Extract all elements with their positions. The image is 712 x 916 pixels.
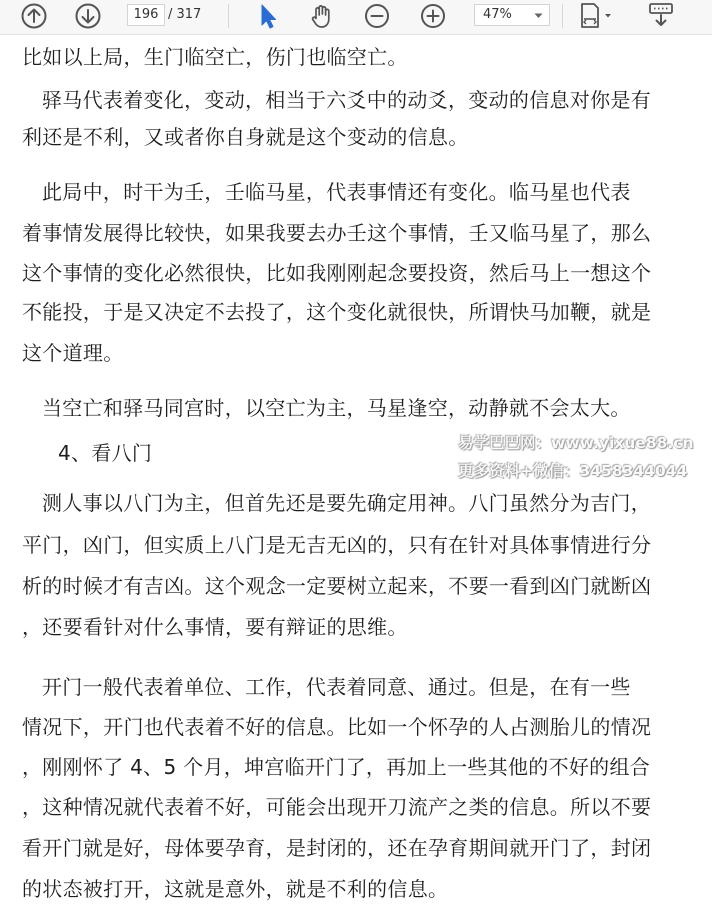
text-line: 利还是不利，又或者你自身就是这个变动的信息。 bbox=[22, 125, 469, 149]
hand-tool-button[interactable] bbox=[306, 1, 338, 31]
toolbar-divider bbox=[228, 4, 229, 28]
zoom-out-button[interactable] bbox=[361, 1, 393, 31]
text-line: 开门一般代表着单位、工作，代表着同意、通过。但是，在有一些 bbox=[42, 675, 631, 699]
zoom-select[interactable] bbox=[474, 4, 550, 26]
text-line: 不能投，于是又决定不去投了，这个变化就很快，所谓快马加鞭，就是 bbox=[22, 300, 652, 324]
text-line: 情况下，开门也代表着不好的信息。比如一个怀孕的人占测胎儿的情况 bbox=[22, 715, 652, 739]
next-page-button[interactable] bbox=[72, 1, 104, 31]
text-line: 看开门就是好，母体要孕育，是封闭的，还在孕育期间就开门了，封闭 bbox=[22, 836, 652, 860]
zoom-out-icon bbox=[363, 2, 391, 30]
arrow-down-circle-icon bbox=[74, 2, 102, 30]
hand-pan-icon bbox=[308, 2, 336, 30]
zoom-in-button[interactable] bbox=[417, 1, 449, 31]
toolbar-more-icon bbox=[646, 1, 676, 31]
total-pages-label: / 317 bbox=[168, 7, 202, 22]
watermark-line: 易学巴巴网：www.yixue88.cn bbox=[458, 434, 694, 452]
text-line: ，刚刚怀了 4、5 个月，坤宫临开门了，再加上一些其他的不好的组合 bbox=[22, 755, 651, 779]
zoom-value: 47% bbox=[483, 7, 512, 22]
text-line: 当空亡和驿马同宫时，以空亡为主，马星逢空，动静就不会太大。 bbox=[42, 396, 631, 420]
text-line: 平门，凶门，但实质上八门是无吉无凶的，只有在针对具体事情进行分 bbox=[22, 533, 652, 557]
fit-page-button[interactable] bbox=[576, 1, 616, 31]
toolbar-more-button[interactable] bbox=[644, 1, 678, 31]
prev-page-button[interactable] bbox=[18, 1, 50, 31]
text-line: 比如以上局，生门临空亡，伤门也临空亡。 bbox=[22, 45, 408, 69]
text-line: 测人事以八门为主，但首先还是要先确定用神。八门虽然分为吉门， bbox=[42, 491, 651, 515]
arrow-up-circle-icon bbox=[20, 2, 48, 30]
watermark-line: 更多资料+微信：3458344044 bbox=[458, 462, 688, 480]
select-arrow-icon bbox=[256, 2, 280, 30]
text-line: 这个道理。 bbox=[22, 341, 124, 365]
text-line: 析的时候才有吉凶。这个观念一定要树立起来，不要一看到凶门就断凶 bbox=[22, 574, 652, 598]
fit-page-icon bbox=[577, 1, 615, 31]
zoom-in-icon bbox=[419, 2, 447, 30]
text-line: 的状态被打开，这就是意外，就是不利的信息。 bbox=[22, 877, 449, 901]
toolbar-divider bbox=[562, 4, 563, 28]
text-line: 着事情发展得比较快，如果我要去办壬这个事情，壬又临马星了，那么 bbox=[22, 221, 652, 245]
text-line: 此局中，时干为壬，壬临马星，代表事情还有变化。临马星也代表 bbox=[42, 180, 631, 204]
pdf-toolbar bbox=[0, 0, 712, 35]
select-tool-button[interactable] bbox=[252, 1, 284, 31]
section-heading: 4、看八门 bbox=[58, 441, 153, 465]
text-line: 这个事情的变化必然很快，比如我刚刚起念要投资，然后马上一想这个 bbox=[22, 261, 652, 285]
current-page-input[interactable]: 196 bbox=[127, 4, 165, 26]
text-line: ，这种情况就代表着不好，可能会出现开刀流产之类的信息。所以不要 bbox=[22, 795, 652, 819]
text-line: ，还要看针对什么事情，要有辩证的思维。 bbox=[22, 615, 408, 639]
text-line: 驿马代表着变化，变动，相当于六爻中的动爻，变动的信息对你是有 bbox=[42, 88, 651, 112]
chevron-down-icon bbox=[534, 13, 543, 19]
